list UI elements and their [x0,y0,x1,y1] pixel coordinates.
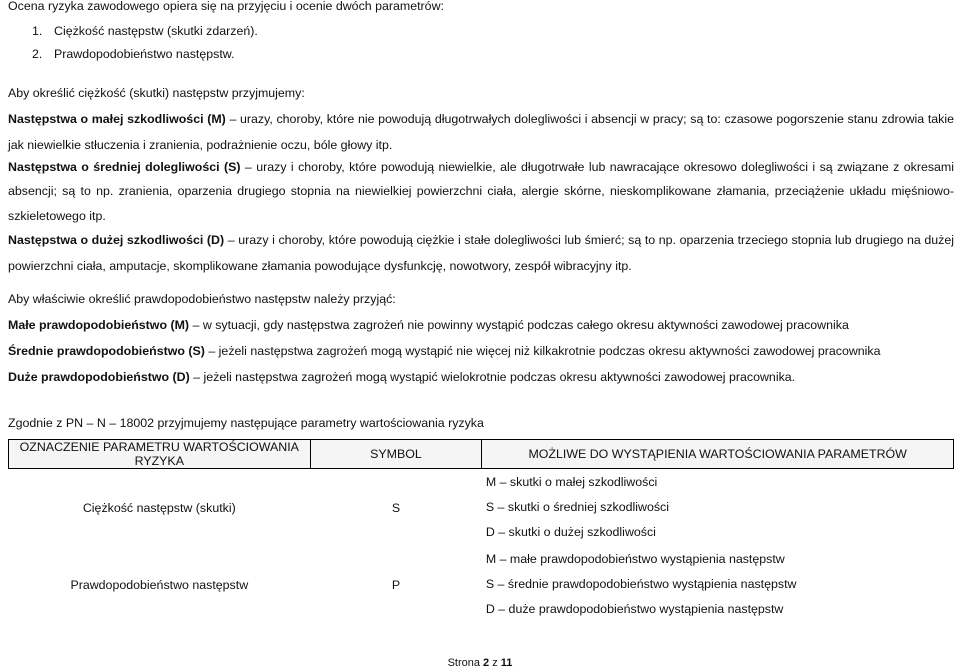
parameter-symbol: P [391,577,401,592]
intro-paragraph: Ocena ryzyka zawodowego opiera się na przyjęciu i ocenie dwóch parametrów: [8,0,444,13]
severity-medium-term: Następstwa o średniej dolegliwości (S) [8,160,241,174]
probability-small-term: Małe prawdopodobieństwo (M) [8,318,190,332]
severity-large-term: Następstwa o dużej szkodliwości (D) [8,233,225,247]
value-item: S – średnie prawdopodobieństwo wystąpienia następstw [485,577,797,591]
footer-separator: z [492,657,498,669]
severity-medium-line1: Następstwa o średniej dolegliwości (S) – urazy i choroby, które powodują niewielkie, ale długotrwałe lub nawracające okresowo dolegliwości i są związane z okresami [8,160,955,174]
list-number: 1. [32,24,43,38]
severity-small-term: Następstwa o małej szkodliwości (M) [8,112,226,126]
probability-medium: Średnie prawdopodobieństwo (S) – jeżeli następstwa zagrożeń mogą wystąpić nie więcej niż kilkakrotnie podczas okresu aktywności zawodowej pracownika [8,344,881,358]
list-item [32,47,234,61]
footer-prefix: Strona [447,657,480,669]
value-item: S – skutki o średniej szkodliwości [485,500,670,514]
parameter-name: Ciężkość następstw (skutki) [82,500,236,515]
list-text: Ciężkość następstw (skutki zdarzeń). [54,24,258,38]
probability-small: Małe prawdopodobieństwo (M) – w sytuacji, gdy następstwa zagrożeń nie powinny wystąpić podczas całego okresu aktywności zawodowej pracownika [8,318,849,332]
value-item: D – skutki o dużej szkodliwości [485,525,656,539]
severity-intro: Aby określić ciężkość (skutki) następstw przyjmujemy: [8,86,305,100]
value-item: M – małe prawdopodobieństwo wystąpienia następstw [485,552,785,566]
column-header: SYMBOL [310,440,482,469]
value-item: D – duże prawdopodobieństwo wystąpienia następstw [485,602,784,616]
severity-medium-line3: szkieletowego itp. [8,209,106,223]
probability-intro: Aby właściwie określić prawdopodobieństwo następstw należy przyjąć: [8,292,396,306]
parameter-values [482,546,954,623]
footer-page-number: 2 [483,657,490,669]
parameter-symbol: S [391,500,401,515]
table-row [9,469,954,547]
severity-large-line1: Następstwa o dużej szkodliwości (D) – urazy i choroby, które powodują ciężkie i stałe dolegliwości lub śmierć; są to np. oparzenia trzeciego stopnia lub drugiego na dużej [8,233,955,247]
list-number: 2. [32,47,43,61]
table-row [9,546,954,623]
parameters-table [8,439,954,623]
parameter-name: Prawdopodobieństwo następstw [70,577,249,592]
probability-medium-term: Średnie prawdopodobieństwo (S) [8,344,205,358]
parameter-values [482,469,954,547]
column-header: MOŻLIWE DO WYSTĄPIENIA WARTOŚCIOWANIA PARAMETRÓW [482,440,954,469]
probability-large-term: Duże prawdopodobieństwo (D) [8,370,190,384]
list-item [32,24,258,38]
severity-small-line1: Następstwa o małej szkodliwości (M) – urazy, choroby, które nie powodują długotrwałych dolegliwości i absencji w pracy; są to: czasowe pogorszenie stanu zdrowia takie [8,112,954,126]
footer-total-pages: 11 [500,657,513,669]
value-item: M – skutki o małej szkodliwości [485,475,658,489]
severity-small-line2: jak niewielkie stłuczenia i zranienia, podrażnienie oczu, bóle głowy itp. [8,138,393,152]
probability-large: Duże prawdopodobieństwo (D) – jeżeli następstwa zagrożeń mogą wystąpić wielokrotnie podczas okresu aktywności zawodowej pracownika. [8,370,796,384]
table-header-row [9,440,954,469]
list-text: Prawdopodobieństwo następstw. [54,47,235,61]
column-header: OZNACZENIE PARAMETRU WARTOŚCIOWANIA RYZYKA [9,440,311,469]
severity-large-line2: powierzchni ciała, amputacje, skomplikowane złamania powodujące dysfunkcję, nowotwory, zespół wibracyjny itp. [8,259,632,273]
page-footer [0,657,960,669]
severity-medium-line2: absencji; są to np. zranienia, oparzenia drugiego stopnia na niewielkiej powierzchni ciała, alergie skórne, nieskomplikowane złamania, przeciążenie układu mięśniowo- [8,184,954,198]
norm-intro: Zgodnie z PN – N – 18002 przyjmujemy następujące parametry wartościowania ryzyka [8,416,484,430]
